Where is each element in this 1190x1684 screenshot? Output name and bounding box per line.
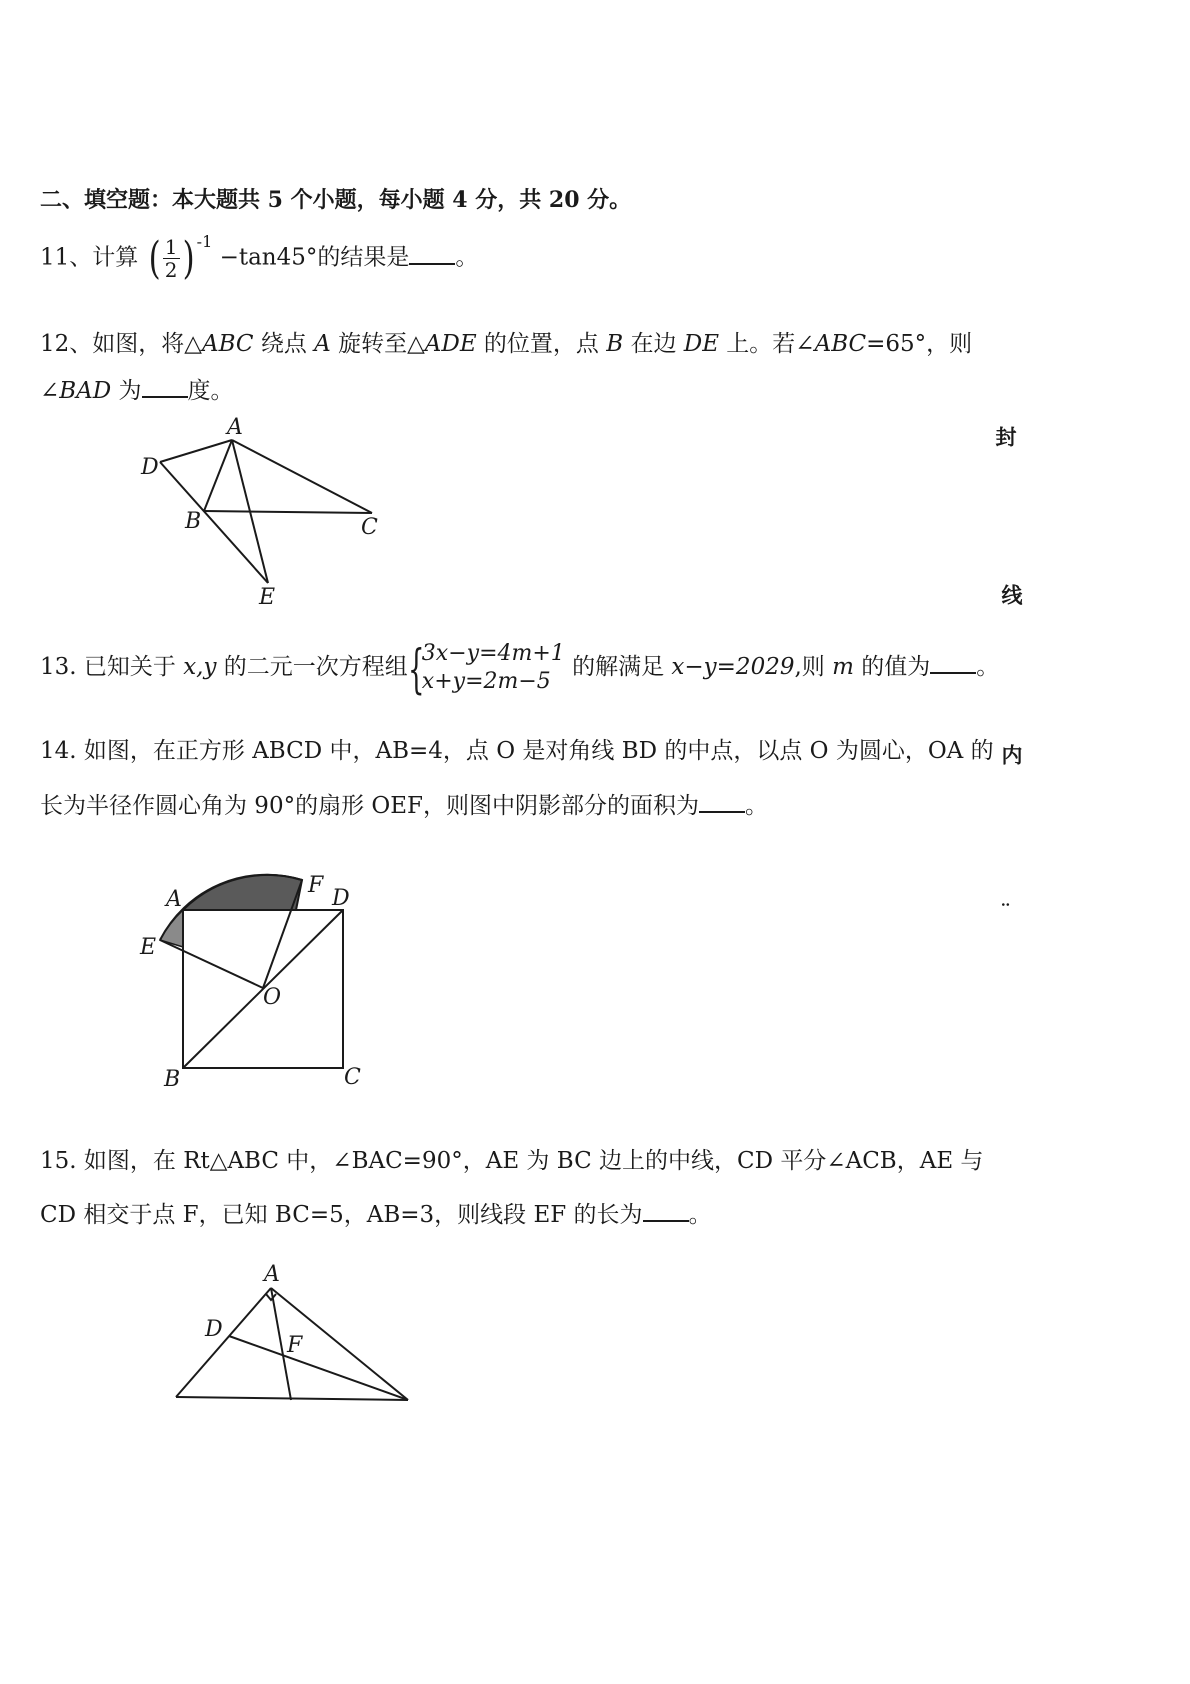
margin-char-4: : [998,902,1014,908]
question-13: 13. 已知关于 x,y 的二元一次方程组 { 3x−y=4m+1 x+y=2m−5 的解满足 x−y=2029,则 m 的值为 。 [40,640,1000,700]
label-b: B [185,509,202,534]
label-f: F [308,873,324,898]
segment-cd [229,1336,408,1400]
section-heading-text: 二、填空题：本大题共 5 个小题，每小题 4 分，共 20 分。 [40,187,632,213]
label-d: D [141,455,159,480]
label-a: A [166,887,182,912]
segment-bc [176,1397,408,1400]
equation-2: x+y=2m−5 [421,669,551,694]
q11-exponent: -1 [196,231,213,251]
margin-char-3: 内 [999,744,1024,765]
fraction-one-half: $\frac{1}{2}$ [164,235,178,282]
question-15-line-1: 15. 如图，在 Rt△ABC 中，∠BAC=90°，AE 为 BC 边上的中线，CD 平分∠ACB，AE 与 [40,1148,984,1174]
label-e: E [259,585,276,610]
label-b: B [164,1067,181,1092]
label-f: F [287,1333,303,1358]
q11-suffix: −tan45°的结果是 [219,244,410,271]
margin-char-2: 线 [999,584,1024,605]
q11-prefix: 11、计算 [40,244,139,271]
question-12-line-2: ∠BAD 为 度。 [40,378,234,404]
right-paren: ) [182,232,195,284]
label-d: D [205,1317,223,1342]
label-e: E [140,935,157,960]
left-paren: ( [148,232,161,284]
label-a: A [264,1262,280,1287]
equation-system: { 3x−y=4m+1 x+y=2m−5 [407,640,565,700]
label-a: A [227,415,243,440]
question-14-line-2: 长为半径作圆心角为 90°的扇形 OEF，则图中阴影部分的面积为 。 [40,793,768,819]
equation-1: 3x−y=4m+1 [421,641,565,666]
right-angle-mark [266,1294,276,1300]
question-14-line-1: 14. 如图，在正方形 ABCD 中，AB=4，点 O 是对角线 BD 的中点，以点 O 为圆心，OA 的 [40,738,994,764]
q11-end: 。 [455,244,479,271]
label-c: C [361,515,378,540]
label-o: O [263,985,282,1010]
question-15-line-2: CD 相交于点 F，已知 BC=5，AB=3，则线段 EF 的长为 。 [40,1202,712,1228]
label-c: C [344,1065,361,1090]
segment-ab [176,1288,271,1397]
question-12-line-1: 12、如图，将△ABC 绕点 A 旋转至△ADE 的位置，点 B 在边 DE 上。若∠ABC=65°，则 [40,331,973,357]
label-d: D [332,886,350,911]
margin-char-1: 封 [993,426,1018,447]
